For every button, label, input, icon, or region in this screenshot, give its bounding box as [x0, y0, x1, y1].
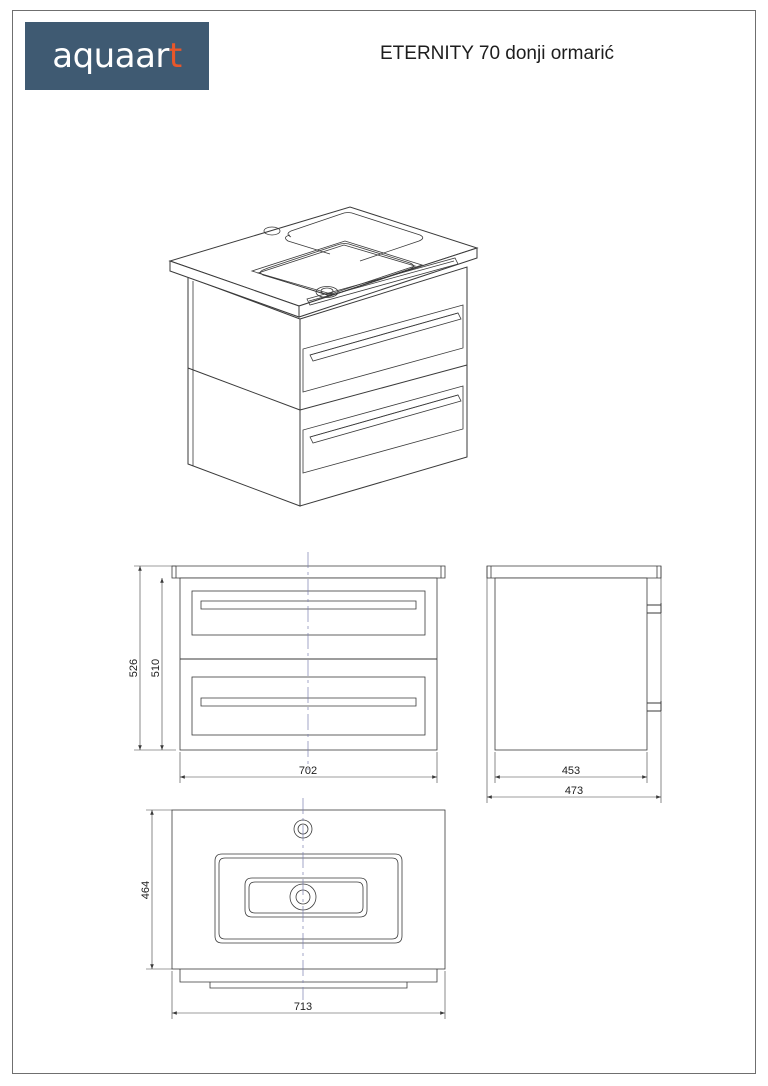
top-view-group — [140, 798, 445, 1019]
dim-top-depth: 464 — [140, 880, 152, 900]
perspective-view-group — [170, 207, 477, 506]
front-elevation-group — [128, 552, 445, 783]
dim-front-height-inner: 510 — [150, 658, 162, 678]
drawing-title: ETERNITY 70 donji ormarić — [380, 43, 615, 64]
dim-front-width: 702 — [298, 765, 318, 777]
side-elevation-group — [487, 566, 661, 803]
dim-side-depth-inner: 453 — [561, 765, 581, 777]
brand-logo-text: aquaart — [52, 36, 182, 76]
dim-front-height-outer: 526 — [128, 658, 140, 678]
dim-top-width: 713 — [293, 1001, 313, 1013]
dim-side-depth-outer: 473 — [564, 785, 584, 797]
